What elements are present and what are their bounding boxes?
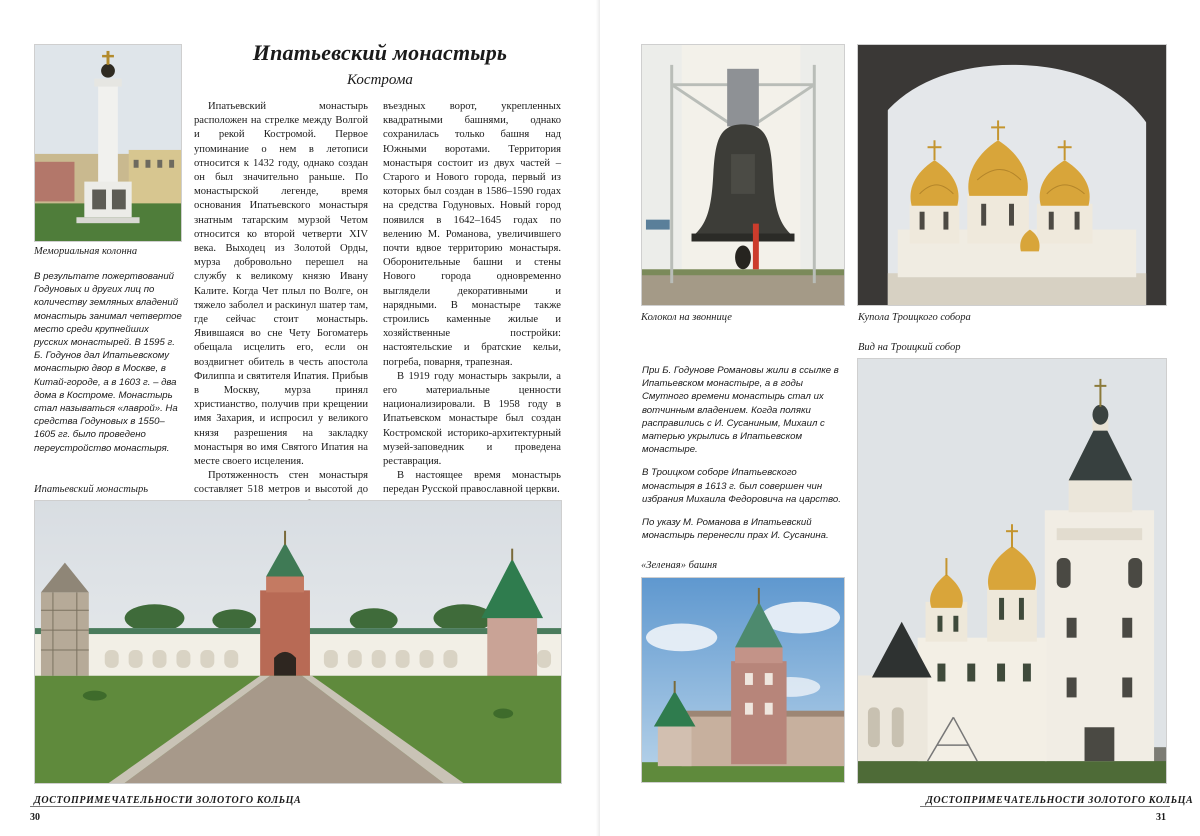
- footer-rule: [920, 806, 1170, 807]
- page-subtitle: Кострома: [347, 72, 413, 88]
- footer-title: ДОСТОПРИМЕЧАТЕЛЬНОСТИ ЗОЛОТОГО КОЛЬЦА: [34, 795, 302, 806]
- page-title: Ипатьевский монастырь: [252, 40, 508, 65]
- green-tower-photo: [641, 577, 845, 783]
- paragraph: въездных ворот, укрепленных квадратными башнями, однако сохранилась только башня над Южными воротами. Территория монастыря состоит из двух частей – Старого и Нового города, первый из которых был создан в 1586–1590 годах на средства Годуновых. Новый город появился в 1642–1645 годах по велению М. Романова, увеличившего почти вдвое территорию монастыря. Оборонительные башни и стены Нового города одновременно выглядели декоративными и нарядными. В монастыре также строились каменные жилые и хозяйственные постройки: настоятельские и братские кельи, погреба, поварня, трапезная.: [383, 101, 561, 368]
- sidenote-paragraph: В Троицком соборе Ипатьевского монастыря в 1613 г. был совершен чин избрания Михаила Федоровича на царство.: [642, 467, 841, 505]
- footer-title: ДОСТОПРИМЕЧАТЕЛЬНОСТИ ЗОЛОТОГО КОЛЬЦА: [926, 795, 1194, 806]
- page-number: 30: [30, 812, 40, 823]
- paragraph: В 1919 году монастырь закрыли, а его материальные ценности национализировали. В 1958 году в Ипатьевском монастыре был создан Костромской историко-архитектурный музей-заповедник и проведена реставрация.: [383, 370, 561, 468]
- memorial-column-photo: [34, 44, 182, 242]
- paragraph: Протяженность стен монастыря составляет 518 метров и высотой до: [194, 470, 368, 496]
- cathedral-domes-photo: [857, 44, 1167, 306]
- domes-caption: Купола Троицкого собора: [858, 312, 971, 323]
- paragraph: В настоящее время монастырь передан Русской православной церкви.: [383, 470, 561, 496]
- memorial-column-caption: Мемориальная колонна: [34, 246, 138, 257]
- green-tower-caption: «Зеленая» башня: [641, 560, 718, 571]
- bell-photo: [641, 44, 845, 306]
- bell-caption: Колокол на звоннице: [641, 312, 732, 323]
- text-column-2: [383, 100, 561, 498]
- right-sidenotes: [642, 364, 844, 552]
- cathedral-view-photo: [857, 358, 1167, 784]
- paragraph: Ипатьевский монастырь расположен на стрелке между Волгой и рекой Костромой. Первое упоминание о нем в летописи относится к 1432 году, однако создан он был значительно раньше. По монастырской легенде, время основания Ипатьевского монастыря знатным татарским мурзой Четом относится ко второй четверти XIV века. Выходец из Золотой Орды, мурза добровольно перешел на службу к великому князю Ивану Калите. Когда Чет плыл по Волге, он тяжело заболел и раскинул шатер там, где сейчас стоит монастырь. Явившаяся во сне Чету Богоматерь обещала исцелить его, если он воздвигнет обитель в честь апостола Филиппа и святителя Ипатия. Прибыв в Москву, мурза принял христианство, получив при крещении имя Захария, и испросил у великого князя разрешения на закладку монастыря во имя Святого Ипатия на месте своего исцеления.: [194, 101, 368, 468]
- monastery-panorama-photo: [34, 500, 562, 784]
- panorama-caption: Ипатьевский монастырь: [34, 484, 149, 495]
- footer-rule: [30, 806, 280, 807]
- right-page: [600, 0, 1200, 836]
- text-column-1: [194, 100, 368, 512]
- page-number: 31: [1156, 812, 1166, 823]
- cathedral-view-caption: Вид на Троицкий собор: [858, 342, 961, 353]
- sidenote-paragraph: По указу М. Романова в Ипатьевский монастырь перенесли прах И. Сусанина.: [642, 517, 829, 542]
- sidenote-paragraph: При Б. Годунове Романовы жили в ссылке в Ипатьевском монастыре, а в годы Смутного времени монастырь стал их вотчинным владением. Когда поляки расправились с И. Сусаниным, Михаил с матерью укрылись в Ипатьевском монастыре.: [642, 365, 839, 456]
- left-sidenote: В результате пожертвований Годуновых и других лиц по количеству земляных владений монастырь занимал четвертое место среди крупнейших русских монастырей. В 1595 г. Б. Годунов дал Ипатьевскому монастырю двор в Москве, в Китай-городе, а в 1603 г. – два дома в Костроме. Монастырь стал называться «лаврой». На средства Годуновых в 1550–1605 гг. было проведено переустройство монастыря.: [34, 271, 182, 454]
